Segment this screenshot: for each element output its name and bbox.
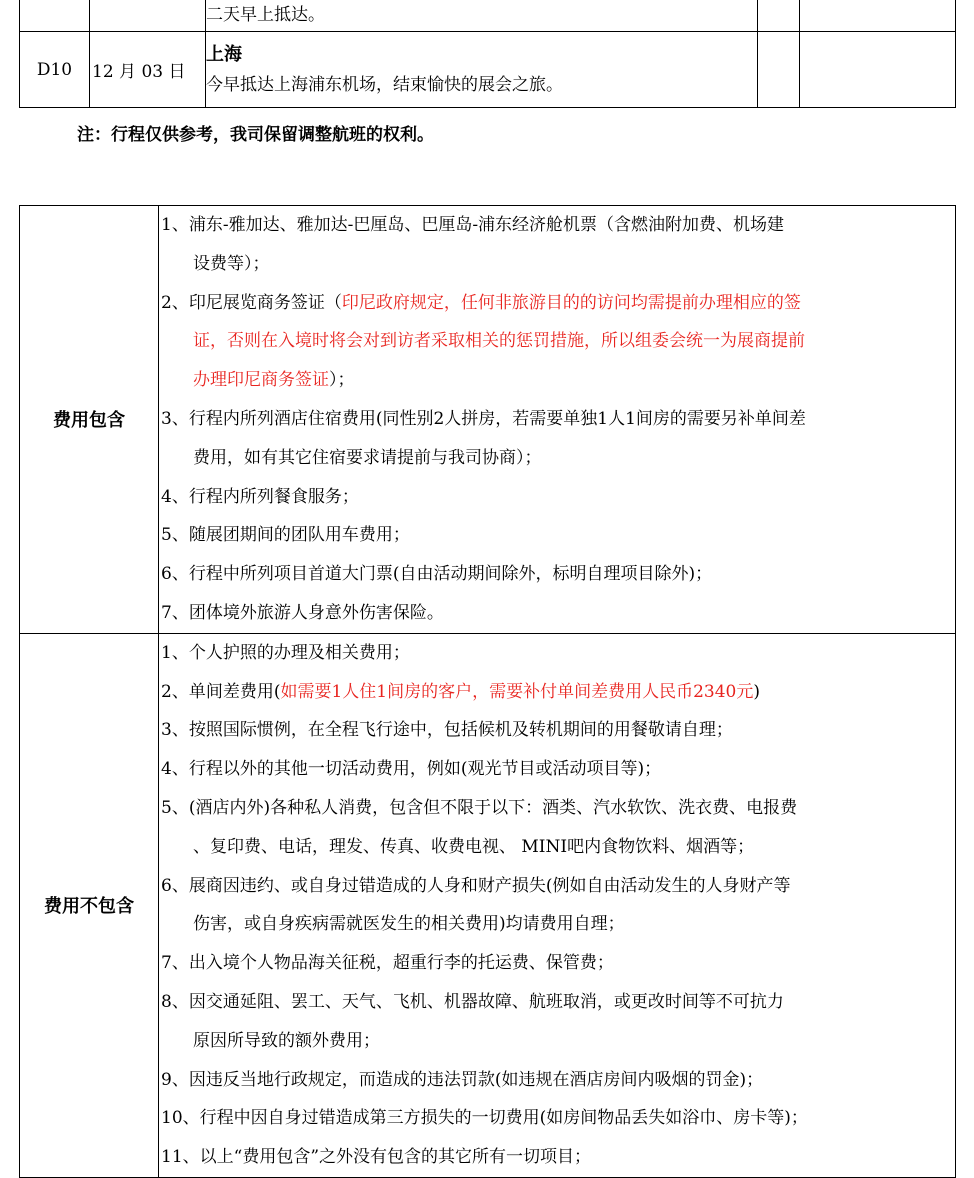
- item-number: 2、: [161, 681, 189, 702]
- list-item: [161, 867, 953, 945]
- item-text: 行程以外的其他一切活动费用，例如(观光节目或活动项目等)；: [188, 759, 662, 780]
- itinerary-table: [19, 0, 956, 108]
- item-text: 随展团期间的团队用车费用；: [188, 525, 410, 546]
- item-text: (酒店内外)各种私人消费，包含但不限于以下：酒类、汽水软饮、洗衣费、电报费: [188, 797, 798, 818]
- list-item: [161, 1138, 953, 1177]
- item-number: 6、: [161, 564, 189, 585]
- list-item: [161, 400, 953, 478]
- item-number: 1、: [161, 642, 189, 663]
- item-text-cont: 设费等）；: [193, 253, 270, 274]
- list-item: [161, 1099, 953, 1138]
- list-item: [161, 673, 953, 712]
- item-text-cont: 伤害，或自身疾病需就医发生的相关费用)均请费用自理；: [193, 914, 625, 935]
- item-number: 4、: [161, 759, 189, 780]
- list-item: [161, 1061, 953, 1100]
- item-text: ): [753, 681, 761, 702]
- item-text-highlight: 如需要1人住1间房的客户，需要补付单间差费用人民币2340元: [280, 681, 754, 702]
- item-text-cont: 原因所导致的额外费用；: [193, 1030, 380, 1051]
- item-number: 5、: [161, 525, 189, 546]
- item-text: 团体境外旅游人身意外伤害保险。: [188, 602, 444, 623]
- itinerary-desc: 今早抵达上海浦东机场，结束愉快的展会之旅。: [206, 74, 563, 95]
- item-text: 因交通延阻、罢工、天气、飞机、机器故障、航班取消，或更改时间等不可抗力: [188, 991, 784, 1012]
- item-number: 7、: [161, 602, 189, 623]
- list-item: [161, 944, 953, 983]
- fees-included-list: [159, 206, 956, 634]
- empty-cell: [800, 0, 956, 32]
- item-number: 7、: [161, 953, 189, 974]
- item-text-highlight: 办理印尼商务签证: [193, 370, 329, 391]
- item-text: 按照国际惯例，在全程飞行途中，包括候机及转机期间的用餐敬请自理；: [188, 720, 733, 741]
- item-number: 4、: [161, 486, 189, 507]
- item-text: 行程中所列项目首道大门票(自由活动期间除外，标明自理项目除外)；: [188, 564, 713, 585]
- item-text-highlight: 证，否则在入境时将会对到访者采取相关的惩罚措施，所以组委会统一为展商提前: [193, 331, 805, 352]
- list-item: [161, 789, 953, 867]
- item-number: 8、: [161, 991, 189, 1012]
- item-text: 行程内所列酒店住宿费用(同性别2人拼房，若需要单独1人1间房的需要另补单间差: [188, 408, 806, 429]
- fees-excluded-list: [159, 633, 956, 1177]
- list-item: [161, 634, 953, 673]
- item-number: 5、: [161, 797, 189, 818]
- fees-excluded-label: 费用不包含: [20, 633, 159, 1177]
- item-text: 行程中因自身过错造成第三方损失的一切费用(如房间物品丢失如浴巾、房卡等)；: [199, 1108, 808, 1129]
- itinerary-row-prev: [20, 0, 956, 32]
- list-item: [161, 983, 953, 1061]
- itinerary-desc: 二天早上抵达。: [206, 0, 758, 32]
- empty-cell: [800, 32, 956, 108]
- item-number: 3、: [161, 408, 189, 429]
- item-text: 印尼展览商务签证（: [188, 292, 342, 313]
- list-item: [161, 284, 953, 400]
- list-item: [161, 206, 953, 284]
- item-number: 6、: [161, 875, 189, 896]
- day-cell: [20, 0, 90, 32]
- item-number: 10、: [161, 1108, 200, 1129]
- fees-table: [19, 205, 956, 1178]
- fees-excluded-row: [20, 633, 956, 1177]
- item-text: 展商因违约、或自身过错造成的人身和财产损失(例如自由活动发生的人身财产等: [188, 875, 791, 896]
- empty-cell: [758, 32, 800, 108]
- item-text-cont: 、复印费、电话，理发、传真、收费电视、 MINI吧内食物饮料、烟酒等；: [193, 836, 755, 857]
- item-text-highlight: 印尼政府规定，任何非旅游目的的访问均需提前办理相应的签: [341, 292, 801, 313]
- fees-included-label: 费用包含: [20, 206, 159, 634]
- list-item: [161, 555, 953, 594]
- date-cell: [90, 0, 206, 32]
- itinerary-row: [20, 32, 956, 108]
- itinerary-note: 注：行程仅供参考，我司保留调整航班的权利。: [77, 125, 434, 145]
- list-item: [161, 516, 953, 555]
- itinerary-desc-cell: [206, 32, 758, 108]
- item-text-cont: 费用，如有其它住宿要求请提前与我司协商）；: [193, 447, 542, 468]
- item-text: 个人护照的办理及相关费用；: [188, 642, 410, 663]
- list-item: [161, 478, 953, 517]
- item-number: 1、: [161, 215, 189, 235]
- item-text: 行程内所列餐食服务；: [188, 486, 359, 507]
- item-text: 单间差费用(: [188, 681, 281, 702]
- item-text: 因违反当地行政规定，而造成的违法罚款(如违规在酒店房间内吸烟的罚金)；: [188, 1069, 764, 1090]
- item-number: 9、: [161, 1069, 189, 1090]
- city-name: 上海: [206, 43, 242, 65]
- fees-included-row: [20, 206, 956, 634]
- item-text: 出入境个人物品海关征税，超重行李的托运费、保管费；: [188, 953, 614, 974]
- list-item: [161, 750, 953, 789]
- day-cell: D10: [20, 32, 90, 108]
- item-number: 2、: [161, 292, 189, 313]
- empty-cell: [758, 0, 800, 32]
- date-cell: 12 月 03 日: [90, 32, 206, 108]
- item-text: 以上“费用包含”之外没有包含的其它所有一切项目；: [199, 1147, 592, 1168]
- item-text: ）；: [329, 370, 355, 391]
- item-number: 3、: [161, 720, 189, 741]
- item-text: 浦东-雅加达、雅加达-巴厘岛、巴厘岛-浦东经济舱机票（含燃油附加费、机场建: [188, 215, 785, 235]
- list-item: [161, 711, 953, 750]
- item-number: 11、: [161, 1147, 200, 1168]
- list-item: [161, 594, 953, 633]
